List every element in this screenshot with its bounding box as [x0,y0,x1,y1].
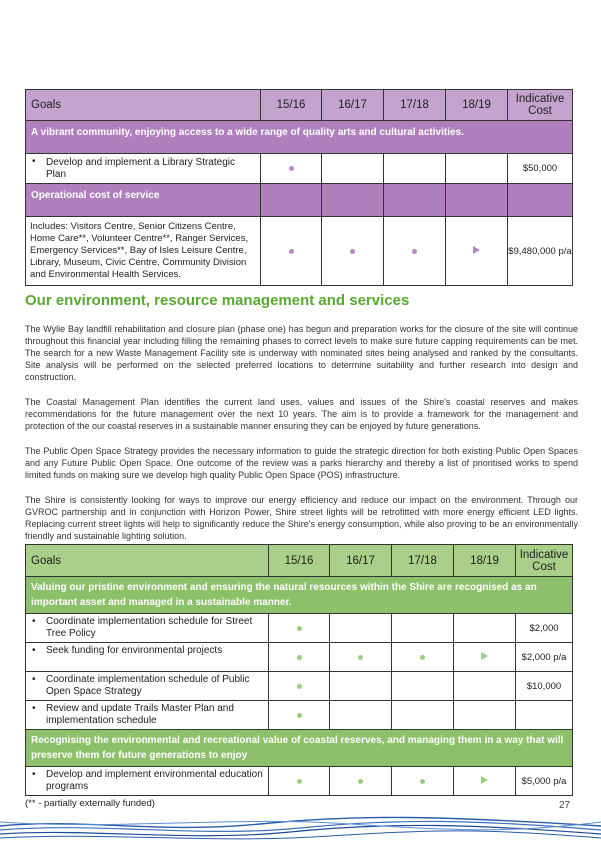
decorative-wave-lines [0,812,601,850]
footnote: (** - partially externally funded) [25,798,155,809]
goals-header: Goals [26,545,269,577]
year-header-1718: 17/18 [392,545,454,577]
year-header-1617: 16/17 [330,545,392,577]
task-cell: • Seek funding for environmental projects [26,643,269,672]
mark-cell [446,154,508,184]
task-cell: Includes: Visitors Centre, Senior Citizens Centre, Home Care**, Volunteer Centre**, Ranger Services, Emergency Services**, Bay of Isles Leisure Centre, Library, Museum, Civic Centre, Community Division and Environmental Health Services. [26,217,261,286]
scheduled-dot-icon [412,249,417,254]
mark-cell [261,154,322,184]
section-heading: Valuing our pristine environment and ensuring the natural resources within the Shire are recognised as an important asset and managed in a sustainable manner. [26,577,573,614]
scheduled-dot-icon [420,779,425,784]
cost-cell: $10,000 [516,672,573,701]
section-title: Our environment, resource management and services [25,292,410,309]
cost-cell: $9,480,000 p/a [508,217,573,286]
ongoing-arrow-icon [481,652,488,660]
scheduled-dot-icon [358,779,363,784]
paragraph: The Shire is consistently looking for ways to improve our energy efficiency and reduce our impact on the environment. Through our GVROC partnership and in conjunction with Horizon Power, Shire street lights will be retrofitted with more energy efficient LED lights. Replacing current street lights will help to significantly reduce the Shire's energy consumption, while also proving to be an environmentally friendly and sustainable lighting solution. [25,495,578,541]
mark-cell [384,154,446,184]
scheduled-dot-icon [297,779,302,784]
scheduled-dot-icon [350,249,355,254]
task-cell: • Coordinate implementation schedule for Street Tree Policy [26,614,269,643]
goals-table-environment [25,544,573,796]
scheduled-dot-icon [289,166,294,171]
cost-cell: $2,000 p/a [516,643,573,672]
cost-header: Indicative Cost [516,545,573,577]
task-cell: • Develop and implement a Library Strategic Plan [26,154,261,184]
scheduled-dot-icon [420,655,425,660]
cost-cell [516,701,573,730]
scheduled-dot-icon [297,655,302,660]
section-heading: Recognising the environmental and recreational value of coastal reserves, and managing them in a way that will preserve them for future generations to enjoy [26,730,573,767]
year-header-1516: 15/16 [261,90,322,121]
paragraph: The Coastal Management Plan identifies the current land uses, values and issues of the Shire's coastal reserves and makes recommendations for the future management over the next 10 years. The aim is to provide a framework for the management and protection of the our coastal reserves in a sustainable manner ensuring they can be enjoyed by future generations. [25,397,578,431]
scheduled-dot-icon [297,713,302,718]
cost-cell: $2,000 [516,614,573,643]
goals-header: Goals [26,90,261,121]
goals-table-culture [25,89,573,286]
ongoing-arrow-icon [481,776,488,784]
section-heading: Operational cost of service [26,184,261,217]
paragraph: The Wylie Bay landfill rehabilitation and closure plan (phase one) has begun and preparation works for the closure of the site will continue throughout this financial year including filling the remaining phases to correct levels to make sure future capping requirements can be met. The search for a new Waste Management Facility site is underway with nominated sites being analysed and ranked by the consultants. Site analysis will be performed on the selected preferred locations to determine suitability and further research into design and construction. [25,324,578,382]
ongoing-arrow-icon [473,246,480,254]
task-cell: • Coordinate implementation schedule of Public Open Space Strategy [26,672,269,701]
scheduled-dot-icon [289,249,294,254]
year-header-1819: 18/19 [446,90,508,121]
year-header-1718: 17/18 [384,90,446,121]
mark-cell [322,154,384,184]
paragraph: The Public Open Space Strategy provides the necessary information to guide the strategic direction for both existing Public Open Spaces and any Future Public Open Space. One outcome of the review was a parks hierarchy and thereby a list of prioritised works to spend limited funds on making sure we develop high quality Public Open Space (POS) infrastructure. [25,446,578,480]
year-header-1617: 16/17 [322,90,384,121]
page-number: 27 [559,800,571,811]
task-cell: • Review and update Trails Master Plan and implementation schedule [26,701,269,730]
scheduled-dot-icon [358,655,363,660]
cost-cell: $50,000 [508,154,573,184]
cost-header: Indicative Cost [508,90,573,121]
scheduled-dot-icon [297,626,302,631]
task-cell: • Develop and implement environmental education programs [26,767,269,796]
cost-cell: $5,000 p/a [516,767,573,796]
section-heading: A vibrant community, enjoying access to a wide range of quality arts and cultural activities. [26,121,573,154]
scheduled-dot-icon [297,684,302,689]
year-header-1516: 15/16 [269,545,330,577]
year-header-1819: 18/19 [454,545,516,577]
